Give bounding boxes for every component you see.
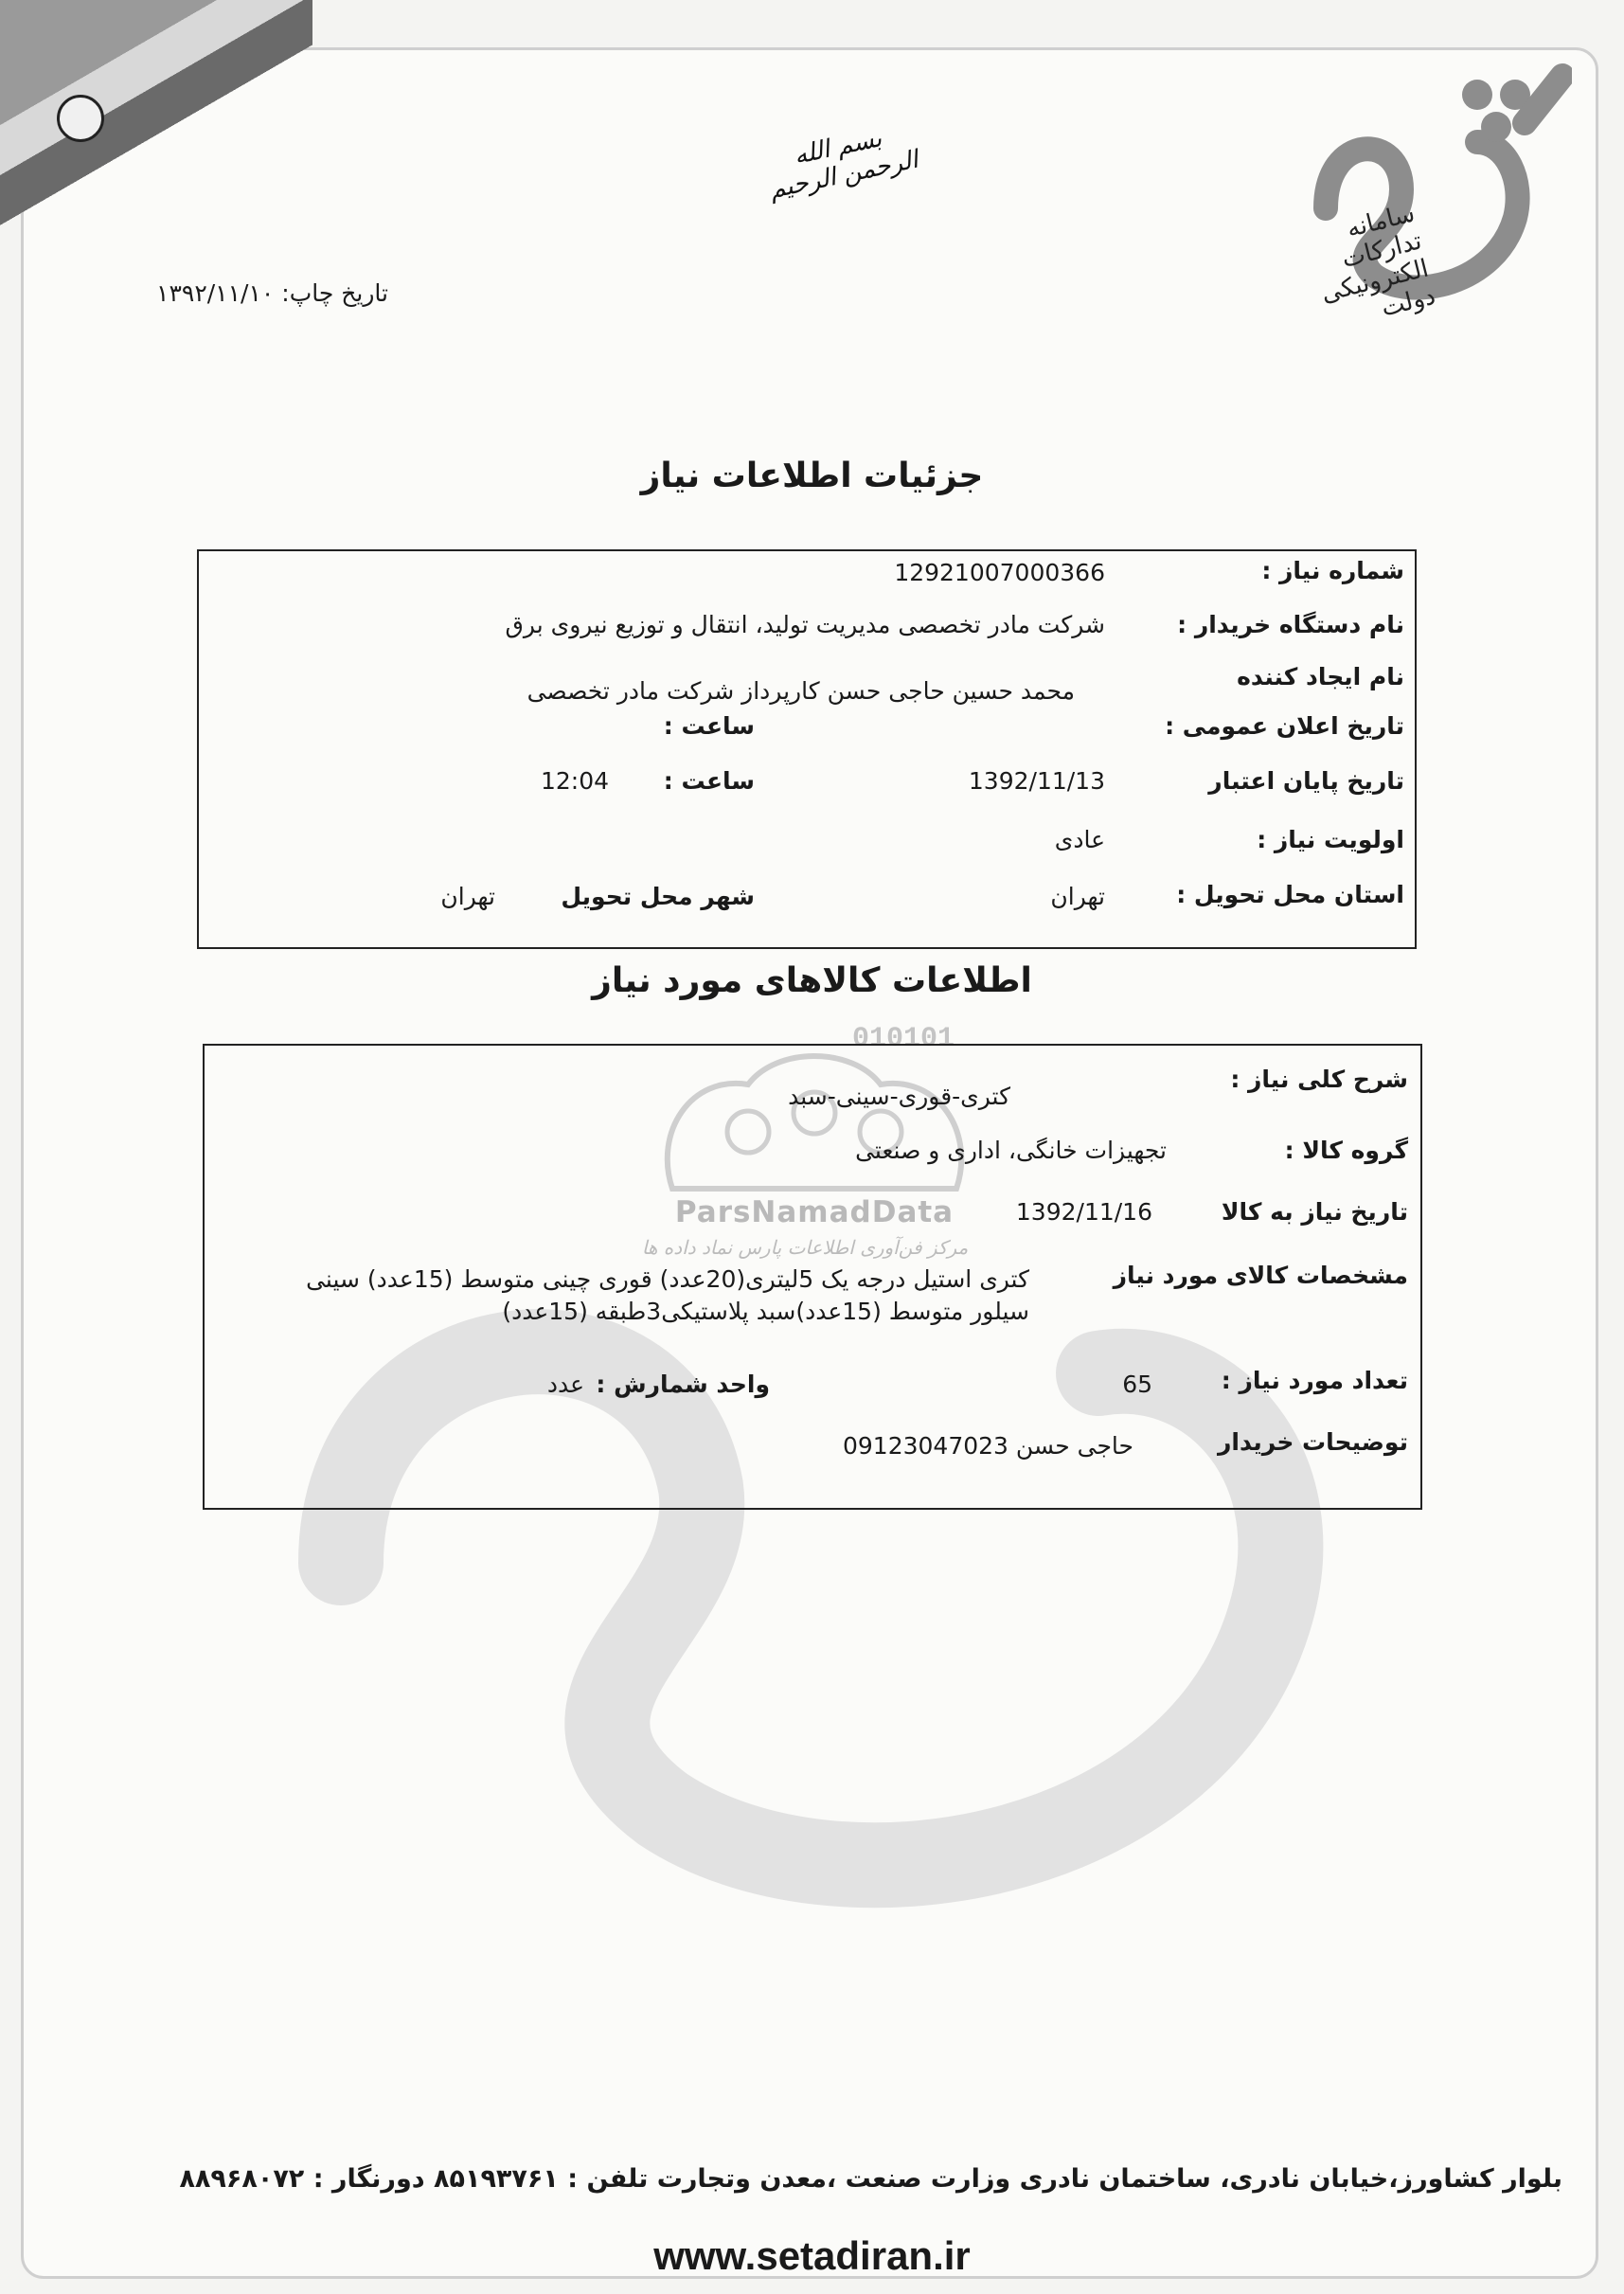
goods-group-value: تجهیزات خانگی، اداری و صنعتی <box>855 1137 1167 1164</box>
specs-line-1: کتری استیل درجه یک 5لیتری(20عدد) قوری چینی متوسط (15عدد) سینی <box>306 1265 1029 1293</box>
buyer-label: نام دستگاه خریدار : <box>1177 611 1404 638</box>
need-date-value: 1392/11/16 <box>1015 1198 1152 1226</box>
watermark-subtitle: مرکز فن‌آوری اطلاعات پارس نماد داده ها <box>641 1236 969 1259</box>
summary-value: کتری-قوری-سینی-سبد <box>788 1083 1010 1110</box>
creator-label: نام ایجاد کننده <box>1237 663 1404 690</box>
province-label: استان محل تحویل : <box>1176 881 1404 908</box>
deadline-time-label: ساعت : <box>663 767 755 795</box>
logo-caption: سامانه تدارکات الکترونیکی دولت <box>1318 199 1438 323</box>
deadline-label: تاریخ پایان اعتبار <box>1208 767 1404 795</box>
print-date: تاریخ چاپ: ۱۳۹۲/۱۱/۱۰ <box>156 279 388 307</box>
section-title-details: جزئیات اطلاعات نیاز <box>640 457 984 495</box>
need-date-label: تاریخ نیاز به کالا <box>1221 1198 1408 1226</box>
website-url: www.setadiran.ir <box>653 2233 971 2278</box>
section-title-goods: اطلاعات کالاهای مورد نیاز <box>592 961 1032 1000</box>
city-label: شهر محل تحویل <box>561 883 755 910</box>
watermark-digits: 010101 <box>852 1023 955 1055</box>
deadline-time: 12:04 <box>540 767 609 795</box>
quantity-value: 65 <box>1122 1371 1152 1398</box>
unit-label: واحد شمارش : <box>596 1371 770 1398</box>
summary-label: شرح کلی نیاز : <box>1230 1066 1408 1093</box>
province-value: تهران <box>1050 883 1105 910</box>
specs-line-2: سیلور متوسط (15عدد)سبد پلاستیکی3طبقه (15عدد) <box>502 1298 1029 1325</box>
basmala-calligraphy: بسم الله الرحمن الرحیم <box>766 124 921 206</box>
city-value: تهران <box>440 883 495 910</box>
watermark-brand: ParsNamadData <box>674 1195 955 1229</box>
buyer-value: شرکت مادر تخصصی مدیریت تولید، انتقال و توزیع نیروی برق <box>505 611 1105 638</box>
priority-value: عادی <box>1054 826 1105 853</box>
flag-ribbon <box>0 0 312 237</box>
quantity-label: تعداد مورد نیاز : <box>1221 1367 1408 1394</box>
national-emblem-icon <box>57 95 104 142</box>
buyer-notes-label: توضیحات خریدار <box>1217 1428 1408 1456</box>
announce-date-label: تاریخ اعلان عمومی : <box>1165 712 1404 740</box>
need-number-value: 12921007000366 <box>894 559 1105 586</box>
specs-label: مشخصات کالای مورد نیاز <box>1113 1262 1408 1289</box>
buyer-notes-value: حاجی حسن 09123047023 <box>842 1432 1133 1460</box>
unit-value: عدد <box>546 1371 584 1398</box>
footer-address: بلوار کشاورز،خیابان نادری، ساختمان نادری وزارت صنعت ،معدن وتجارت تلفن : ۸۵۱۹۳۷۶۱ دورنگار : ۸۸۹۶۸۰۷۲ <box>179 2164 1562 2194</box>
deadline-date: 1392/11/13 <box>968 767 1105 795</box>
need-number-label: شماره نیاز : <box>1261 557 1404 584</box>
creator-value: محمد حسین حاجی حسن کارپرداز شرکت مادر تخصصی <box>526 677 1075 705</box>
goods-group-label: گروه کالا : <box>1284 1137 1408 1164</box>
priority-label: اولویت نیاز : <box>1257 826 1404 853</box>
announce-time-label: ساعت : <box>663 712 755 740</box>
